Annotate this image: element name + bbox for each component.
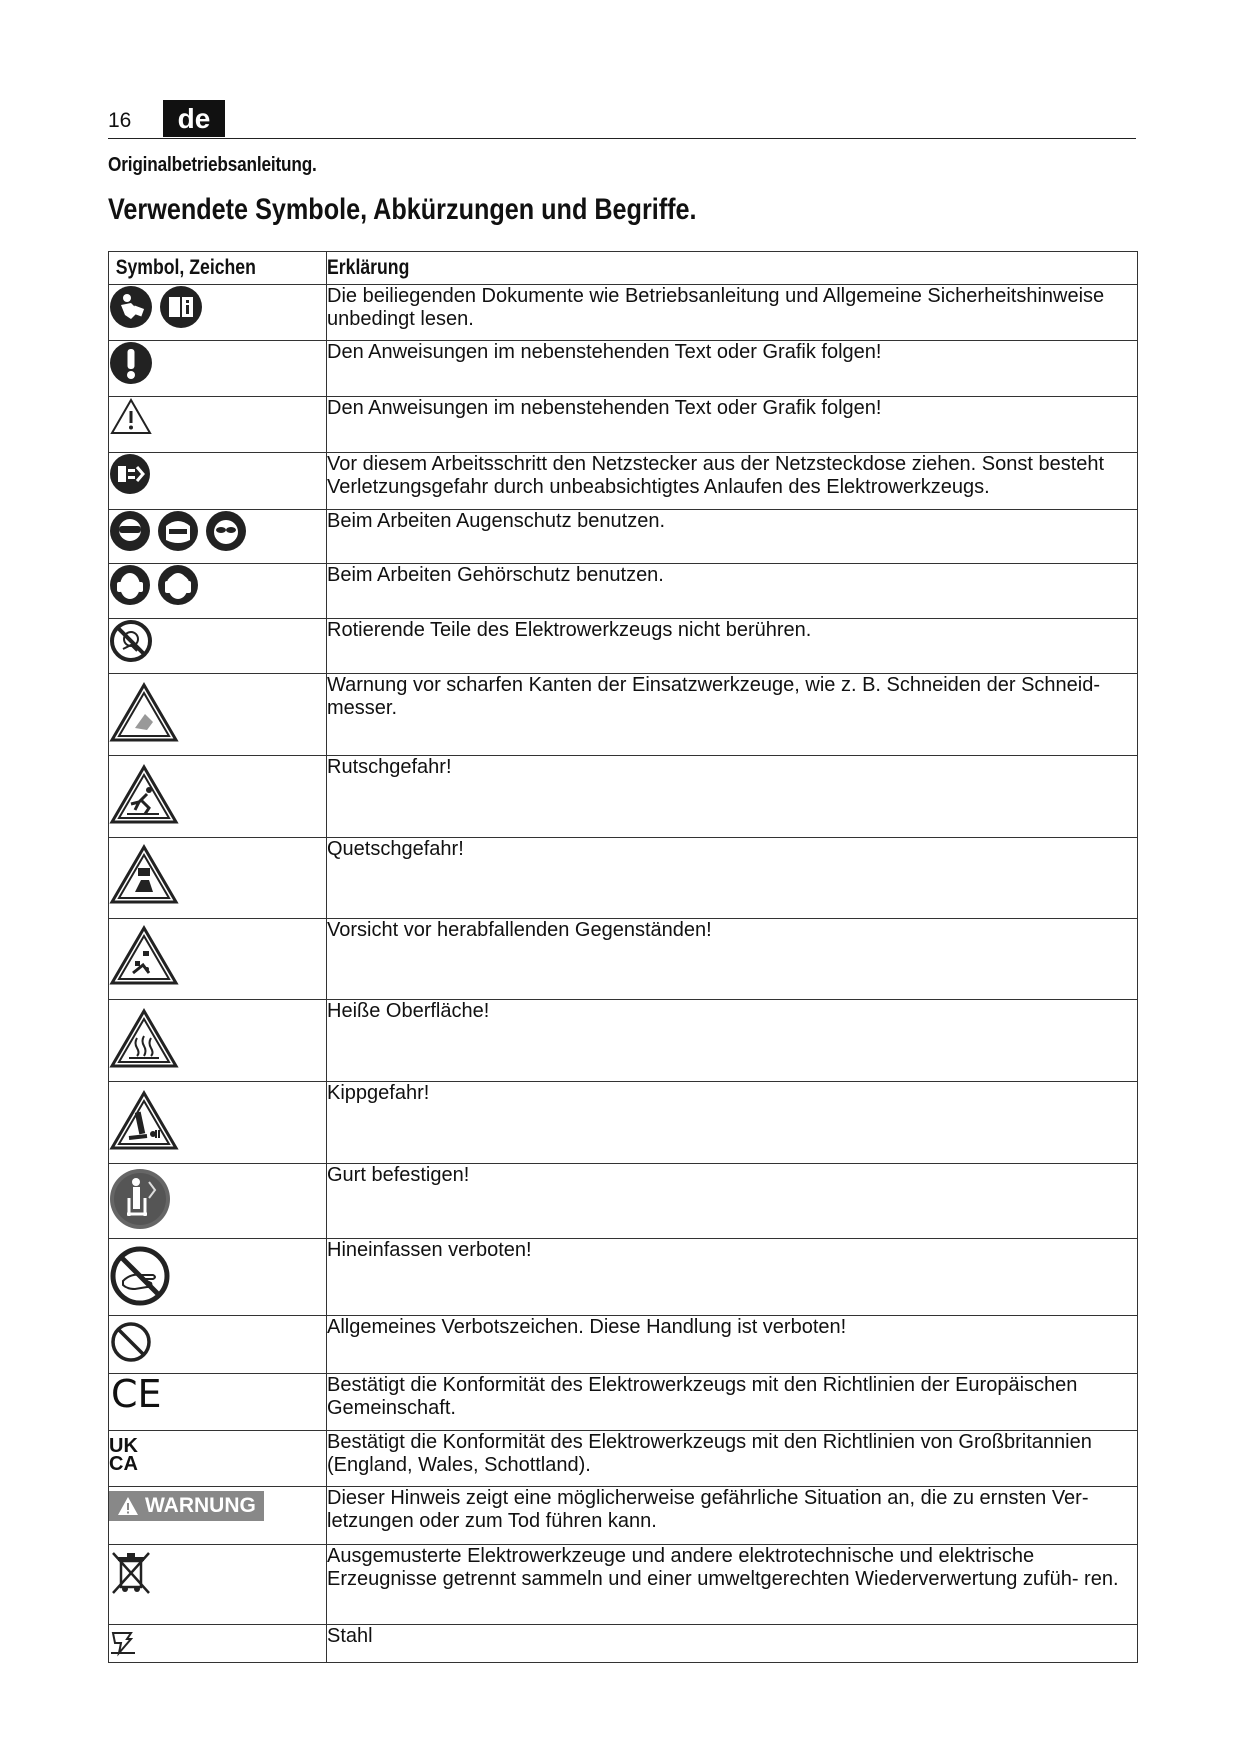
row-text: Bestätigt die Konformität des Elektrowerkzeugs mit den Richtlinien von Großbritannien (England, Wales, Schottland). (327, 1431, 1138, 1487)
row-text: Die beiliegenden Dokumente wie Betriebsanleitung und Allgemeine Sicherheitshinweise unbedingt lesen. (327, 285, 1138, 341)
row-text: Gurt befestigen! (327, 1164, 1138, 1239)
page-header (108, 100, 1136, 139)
steel-icon (109, 1629, 139, 1657)
row-text: Bestätigt die Konformität des Elektrowerkzeugs mit den Richtlinien der Europäischen Gemeinschaft. (327, 1374, 1138, 1431)
prohibition-icon (109, 1320, 153, 1364)
warning-triangle-icon (117, 1496, 139, 1516)
table-row (109, 1239, 1138, 1316)
table-row (109, 919, 1138, 1000)
table-row (109, 1374, 1138, 1431)
ukca-mark-ca: CA (109, 1453, 138, 1475)
table-row (109, 285, 1138, 341)
falling-objects-icon (109, 925, 179, 987)
unplug-icon (109, 453, 151, 495)
ear-muffs-icon (109, 564, 151, 606)
safety-glasses-icon (205, 510, 247, 552)
table-row (109, 838, 1138, 919)
table-row (109, 1000, 1138, 1082)
table-row (109, 1625, 1138, 1663)
table-row (109, 453, 1138, 510)
face-shield-icon (157, 510, 199, 552)
row-text: Rotierende Teile des Elektrowerkzeugs nicht berühren. (327, 619, 1138, 674)
read-manual-icon (109, 285, 153, 329)
table-row (109, 756, 1138, 838)
table-header-row (109, 252, 1138, 285)
no-touch-rotating-icon (109, 619, 153, 663)
table-row (109, 1431, 1138, 1487)
row-text: Den Anweisungen im nebenstehenden Text oder Grafik folgen! (327, 397, 1138, 453)
row-text: Vorsicht vor herabfallenden Gegenständen! (327, 919, 1138, 1000)
table-row (109, 1545, 1138, 1625)
header-symbol-cell (109, 252, 327, 285)
table-row (109, 619, 1138, 674)
no-reaching-in-icon (109, 1245, 171, 1307)
table-row (109, 397, 1138, 453)
exclamation-mandatory-icon (109, 341, 153, 385)
row-text: Den Anweisungen im nebenstehenden Text oder Grafik folgen! (327, 341, 1138, 397)
table-row (109, 1316, 1138, 1374)
table-row (109, 510, 1138, 564)
table-row (109, 1082, 1138, 1164)
table-row (109, 341, 1138, 397)
crush-hazard-icon (109, 844, 179, 906)
page-number: 16 (108, 109, 132, 132)
tipping-hazard-icon (109, 1090, 179, 1152)
manual-book-icon (159, 285, 203, 329)
warning-triangle-icon (109, 397, 153, 437)
warning-badge-label: WARNUNG (145, 1494, 256, 1517)
table-row (109, 674, 1138, 756)
sharp-edges-warning-icon (109, 682, 179, 744)
ce-mark: CE (111, 1372, 162, 1416)
row-text: Quetschgefahr! (327, 838, 1138, 919)
row-text: Dieser Hinweis zeigt eine möglicherweise gefährliche Situation an, die zu ernsten Ver- letzungen oder zum Tod führen kann. (327, 1487, 1138, 1545)
header-explanation-cell (327, 252, 1138, 285)
row-text: Hineinfassen verboten! (327, 1239, 1138, 1316)
header-explanation: Erklärung (327, 256, 410, 279)
header-symbol: Symbol, Zeichen (115, 256, 256, 279)
ear-protection-icon (157, 564, 199, 606)
row-text: Beim Arbeiten Gehörschutz benutzen. (327, 564, 1138, 619)
fasten-belt-icon (109, 1168, 171, 1230)
goggles-icon (109, 510, 151, 552)
row-text: Stahl (327, 1625, 1138, 1663)
section-title: Verwendete Symbole, Abkürzungen und Begriffe. (108, 193, 697, 226)
warning-badge (109, 1491, 264, 1521)
hot-surface-icon (109, 1008, 179, 1070)
symbols-table (108, 251, 1138, 1663)
weee-bin-icon (109, 1549, 153, 1597)
table-row (109, 564, 1138, 619)
slip-hazard-icon (109, 764, 179, 826)
ukca-mark-uk: UK (109, 1435, 138, 1457)
document-subtitle: Originalbetriebsanleitung. (108, 154, 317, 176)
table-row (109, 1487, 1138, 1545)
row-text: Kippgefahr! (327, 1082, 1138, 1164)
row-text: Warnung vor scharfen Kanten der Einsatzwerkzeuge, wie z. B. Schneiden der Schneid- messer. (327, 674, 1138, 756)
row-text: Vor diesem Arbeitsschritt den Netzstecker aus der Netzsteckdose ziehen. Sonst besteht Verletzungsgefahr durch unbeabsichtigtes Anlaufen des Elektrowerkzeugs. (327, 453, 1138, 510)
row-text: Rutschgefahr! (327, 756, 1138, 838)
row-text: Ausgemusterte Elektrowerkzeuge und andere elektrotechnische und elektrische Erzeugnisse getrennt sammeln und einer umweltgerechten Wiederverwertung zufüh- ren. (327, 1545, 1138, 1625)
row-text: Heiße Oberfläche! (327, 1000, 1138, 1082)
table-row (109, 1164, 1138, 1239)
language-badge: de (163, 100, 225, 137)
row-text: Allgemeines Verbotszeichen. Diese Handlung ist verboten! (327, 1316, 1138, 1374)
row-text: Beim Arbeiten Augenschutz benutzen. (327, 510, 1138, 564)
